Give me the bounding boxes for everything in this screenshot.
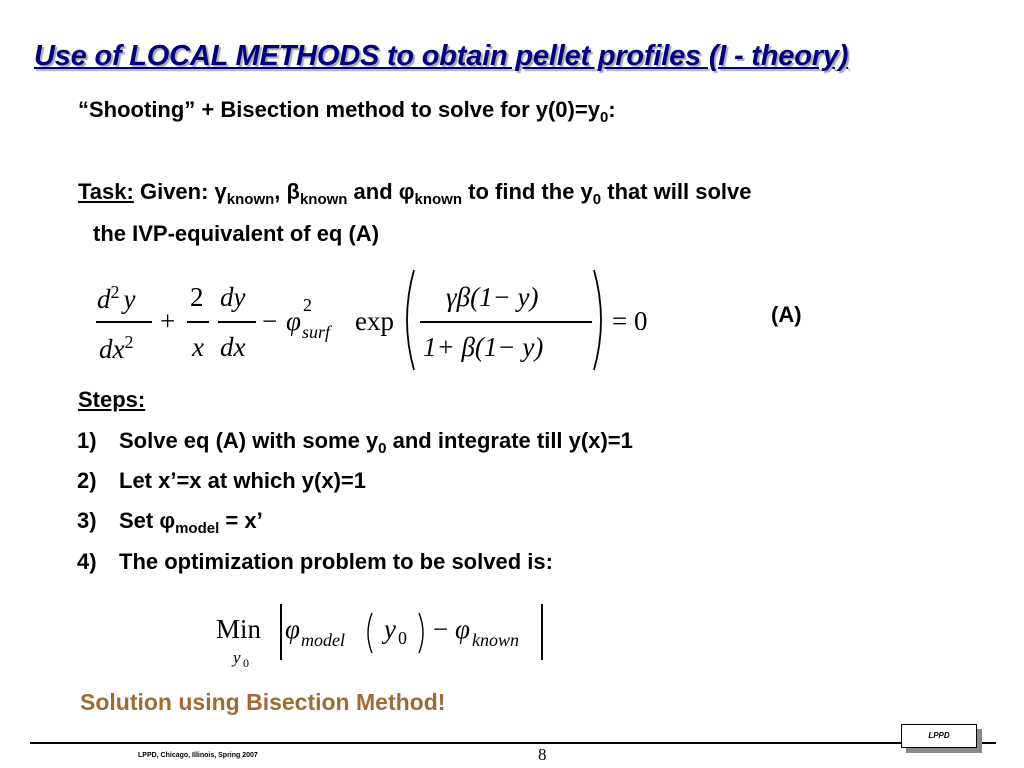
slide-title: Use of LOCAL METHODS to obtain pellet profiles (I - theory) [34, 40, 849, 72]
eq-phi-sq: 2 [303, 295, 312, 315]
eq-dx2-den: $dx^2$ [99, 332, 134, 364]
task-and-phi: and φ [347, 179, 415, 204]
intro-text: “Shooting” + Bisection method to solve for y(0)=y [78, 97, 600, 122]
task-find: to find the y [462, 179, 593, 204]
steps-heading: Steps: [78, 387, 146, 412]
eq-denominator: 1+ β(1− y) [423, 332, 544, 362]
opt-abs-right [541, 604, 543, 660]
eq-right-paren [592, 268, 610, 372]
task-label: Task: [78, 179, 134, 204]
task-sub-known-3: known [414, 191, 463, 208]
eq-equals-zero: = 0 [612, 306, 648, 336]
intro-line [78, 97, 616, 126]
opt-minus: − [433, 614, 449, 644]
opt-min: Min [216, 614, 262, 644]
task-rest: that will solve [601, 179, 752, 204]
opt-right-paren [418, 612, 428, 654]
opt-under-sub: 0 [243, 656, 249, 670]
opt-model: model [301, 630, 345, 650]
eq-frac-bar-2 [187, 321, 209, 323]
eq-two: 2 [190, 282, 204, 312]
step-item: 1) Solve eq (A) with some $y_0$ and integrate till y(x)=1 [77, 428, 633, 457]
eq-exp: exp [355, 306, 394, 336]
eq-x: x [192, 332, 204, 362]
eq-numerator: γβ(1− y) [446, 282, 539, 312]
eq-left-paren [398, 268, 416, 372]
opt-known: known [472, 630, 519, 650]
eq-surf: surf [302, 322, 331, 342]
opt-y0-sub: 0 [398, 628, 407, 648]
eq-label: (A) [771, 302, 802, 327]
lppd-logo: LPPD [901, 724, 977, 748]
eq-plus: + [160, 306, 176, 336]
solution-note: Solution using Bisection Method! [80, 689, 446, 715]
eq-phi: φ [286, 306, 301, 336]
task-sub-0: 0 [592, 191, 602, 208]
intro-suffix: : [608, 97, 616, 122]
eq-frac-bar-4 [420, 321, 592, 323]
eq-dx: dx [220, 332, 246, 362]
footer-rule [30, 742, 996, 744]
opt-phi-1: φ [285, 614, 300, 644]
task-beta: , β [274, 179, 300, 204]
eq-d2-num: $d^2$ y [97, 282, 136, 314]
eq-frac-bar-1 [96, 321, 152, 323]
opt-left-paren [363, 612, 373, 654]
eq-frac-bar-3 [218, 321, 256, 323]
step-item: 2) Let x’=x at which y(x)=1 [77, 468, 366, 493]
task-line-1 [78, 179, 752, 208]
opt-under-y: y [233, 648, 241, 667]
opt-abs-left [280, 604, 282, 660]
task-line-2: the IVP-equivalent of eq (A) [93, 221, 380, 246]
eq-minus: − [262, 306, 278, 336]
opt-y0: y [384, 614, 396, 644]
task-given: Given: γ [139, 179, 227, 204]
step-item: 3) Set $\varphi_{model} = x$’ [77, 508, 263, 537]
task-sub-known-1: known [226, 191, 275, 208]
task-sub-known-2: known [299, 191, 348, 208]
intro-sub: 0 [599, 109, 609, 126]
opt-phi-2: φ [455, 614, 470, 644]
eq-dy: dy [220, 282, 246, 312]
step-item: 4) The optimization problem to be solved is: [77, 549, 553, 574]
page-number: 8 [538, 745, 547, 764]
footer-credit: LPPD, Chicago, Illinois, Spring 2007 [138, 752, 258, 759]
